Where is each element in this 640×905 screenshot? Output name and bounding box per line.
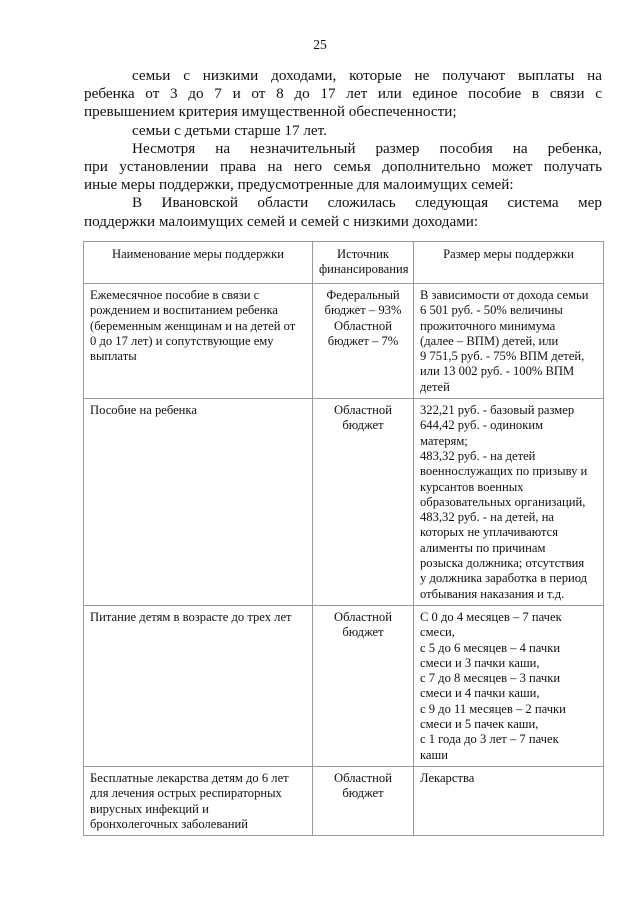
cell-line: 322,21 руб. - базовый размер	[420, 403, 575, 418]
cell-line: 9 751,5 руб. - 75% ВПМ детей,	[420, 349, 585, 364]
paragraph-despite-line2: при установлении права на него семья дополнительно может получать	[84, 158, 602, 176]
cell-measure-name	[84, 766, 313, 835]
cell-line: Лекарства	[420, 770, 475, 785]
cell-line: Федеральный	[326, 288, 400, 302]
cell-measure-name	[84, 399, 313, 606]
cell-line: Ежемесячное пособие в связи с	[90, 288, 260, 302]
cell-line: рождением и воспитанием ребенка	[90, 303, 279, 318]
cell-line: смеси,	[420, 625, 455, 640]
table-row	[84, 399, 604, 606]
cell-line: (беременным женщинам и на детей от	[90, 318, 296, 333]
cell-measure-name	[84, 284, 313, 399]
cell-support-amount	[414, 766, 604, 835]
cell-line: с 9 до 11 месяцев – 2 пачки	[420, 701, 566, 716]
table-row	[84, 605, 604, 766]
paragraph-older-children: семьи с детьми старше 17 лет.	[132, 121, 327, 139]
cell-line: военнослужащих по призыву и	[420, 464, 588, 479]
cell-line: Областной	[334, 609, 392, 624]
cell-line: выплаты	[90, 349, 137, 364]
cell-line: Областной	[334, 770, 392, 785]
cell-line: бюджет	[342, 625, 384, 640]
cell-funding-source	[313, 284, 414, 399]
cell-line: для лечения острых респираторных	[90, 786, 282, 801]
header-funding-source	[313, 242, 414, 284]
header-support-amount: Размер меры поддержки	[414, 242, 604, 284]
paragraph-despite-line1: Несмотря на незначительный размер пособия на ребенка,	[132, 139, 602, 157]
cell-line: 6 501 руб. - 50% величины	[420, 303, 563, 318]
cell-line: Бесплатные лекарства детям до 6 лет	[90, 770, 289, 785]
cell-funding-source	[313, 399, 414, 606]
cell-line: матерям;	[420, 433, 468, 448]
cell-line: которых не уплачиваются	[420, 525, 559, 540]
table-row	[84, 284, 604, 399]
support-measures-table	[83, 241, 604, 836]
cell-line: бронхолегочных заболеваний	[90, 816, 248, 831]
cell-funding-source	[313, 605, 414, 766]
cell-line: отбывания наказания и т.д.	[420, 586, 565, 601]
cell-support-amount	[414, 399, 604, 606]
body-text	[84, 67, 602, 231]
cell-line: алименты по причинам	[420, 540, 546, 555]
paragraph-low-income-line1: семьи с низкими доходами, которые не получают выплаты на	[132, 67, 602, 84]
paragraph-ivanovo-line2: поддержки малоимущих семей и семей с низкими доходами:	[84, 212, 479, 230]
cell-line: 0 до 17 лет) и сопутствующие ему	[90, 333, 274, 348]
table-header-row	[84, 242, 604, 284]
cell-line: у должника заработка в период	[420, 571, 588, 586]
cell-line: бюджет	[342, 786, 384, 801]
cell-line: бюджет	[342, 418, 384, 433]
cell-line: или 13 002 руб. - 100% ВПМ	[420, 364, 575, 379]
cell-line: В зависимости от дохода семьи	[420, 288, 589, 302]
cell-line: смеси и 4 пачки каши,	[420, 686, 540, 701]
cell-measure-name	[84, 605, 313, 766]
cell-line: вирусных инфекций и	[90, 801, 209, 816]
header-measure-name: Наименование меры поддержки	[84, 242, 313, 284]
cell-line: образовательных организаций,	[420, 494, 586, 509]
cell-line: с 7 до 8 месяцев – 3 пачки	[420, 671, 561, 686]
cell-line: с 1 года до 3 лет – 7 пачек	[420, 732, 559, 747]
cell-line: Питание детям в возрасте до трех лет	[90, 609, 292, 624]
cell-line: 483,32 руб. - на детей, на	[420, 510, 555, 525]
header-funding-line2: финансирования	[319, 262, 409, 277]
cell-line: (далее – ВПМ) детей, или	[420, 333, 559, 348]
cell-funding-source	[313, 766, 414, 835]
cell-line: смеси и 3 пачки каши,	[420, 655, 540, 670]
paragraph-low-income-line3: превышением критерия имущественной обеспеченности;	[84, 103, 457, 121]
paragraph-ivanovo-line1: В Ивановской области сложилась следующая система мер	[132, 194, 602, 212]
cell-line: смеси и 5 пачек каши,	[420, 717, 539, 732]
cell-line: бюджет – 7%	[327, 333, 399, 348]
cell-line: прожиточного минимума	[420, 318, 556, 333]
page-number: 25	[313, 37, 327, 52]
cell-line: розыска должника; отсутствия	[420, 556, 585, 571]
header-funding-line1: Источник	[337, 247, 389, 261]
paragraph-despite-line3: иные меры поддержки, предусмотренные для малоимущих семей:	[84, 176, 514, 194]
cell-line: бюджет – 93%	[324, 303, 402, 318]
cell-line: 483,32 руб. - на детей	[420, 448, 536, 463]
cell-line: каши	[420, 747, 448, 762]
cell-line: Областной	[334, 318, 392, 333]
table-row	[84, 766, 604, 835]
cell-line: 644,42 руб. - одиноким	[420, 418, 544, 433]
cell-line: С 0 до 4 месяцев – 7 пачек	[420, 609, 562, 624]
cell-line: Пособие на ребенка	[90, 403, 197, 418]
cell-line: курсантов военных	[420, 479, 524, 494]
paragraph-low-income-line2: ребенка от 3 до 7 и от 8 до 17 лет или единое пособие в связи с	[84, 85, 602, 103]
cell-support-amount	[414, 605, 604, 766]
cell-line: с 5 до 6 месяцев – 4 пачки	[420, 640, 561, 655]
cell-line: детей	[420, 379, 450, 394]
cell-line: Областной	[334, 403, 392, 418]
cell-support-amount	[414, 284, 604, 399]
